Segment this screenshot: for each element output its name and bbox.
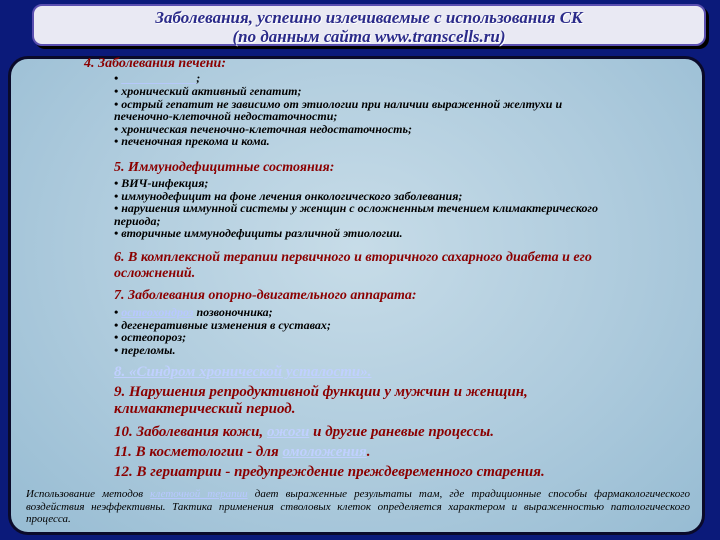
- section-7-heading: 7. Заболевания опорно-двигательного аппарата:: [114, 288, 417, 303]
- list-item: • хроническая печеночно-клеточная недостаточность;: [114, 121, 412, 136]
- section-5-heading: 5. Иммунодефицитные состояния:: [114, 160, 335, 175]
- list-item: • дегенеративные изменения в суставах;: [114, 317, 331, 332]
- list-item: • нарушения иммунной системы у женщин с осложненным течением климактерического периода;: [114, 201, 598, 228]
- list-item: • ВИЧ-инфекция;: [114, 176, 209, 190]
- section-8-heading[interactable]: 8. «Синдром хронической усталости».: [114, 364, 372, 380]
- list-item: • вторичные иммунодефициты различной этиологии.: [114, 226, 403, 240]
- section-4-heading: 4. Заболевания печени:: [84, 56, 227, 71]
- osteochondrosis-link[interactable]: остеохондроз: [121, 305, 194, 319]
- section-12-heading: 12. В гериатрии - предупреждение преждевременного старения.: [114, 464, 545, 480]
- section-5-list: [114, 177, 619, 240]
- list-item: • хронический активный гепатит;: [114, 84, 302, 98]
- footer-note: Использование методов клеточной терапии дает выраженные результаты там, где традиционные способы фармакологического воздействия неэффективны. Тактика применения стволовых клеток определяется характером и выраженностью патологического процесса.: [26, 488, 691, 525]
- section-4-item-hidden: • ;: [114, 71, 201, 85]
- list-item: • остеопороз;: [114, 330, 187, 344]
- list-item: • острый гепатит не зависимо от этиологии при наличии выраженной желтухи и печеночно-клеточной недостаточности;: [114, 96, 563, 123]
- list-item: • печеночная прекома и кома.: [114, 134, 270, 148]
- list-item: • переломы.: [114, 342, 176, 357]
- cell-therapy-link[interactable]: клеточной терапии: [150, 488, 248, 500]
- rejuvenation-link[interactable]: омоложения: [282, 444, 367, 460]
- burns-link[interactable]: ожоги: [266, 424, 310, 440]
- list-item: • иммунодефицит на фоне лечения онкологического заболевания;: [114, 188, 463, 203]
- section-7-list: [114, 306, 619, 356]
- title-line-1: Заболевания, успешно излечиваемые с использования СК: [155, 8, 583, 27]
- section-11-heading: 11. В косметологии - для омоложения.: [114, 444, 371, 460]
- section-10-heading: 10. Заболевания кожи, ожоги и другие раневые процессы.: [114, 424, 495, 440]
- list-item: • остеохондроз позвоночника;: [114, 305, 273, 319]
- section-4-list: [114, 85, 619, 148]
- section-6-heading: 6. В комплексной терапии первичного и вторичного сахарного диабета и его осложнений.: [114, 250, 592, 281]
- title-line-2: (по данным сайта www.transcells.ru): [232, 27, 506, 46]
- section-9-heading: 9. Нарушения репродуктивной функции у мужчин и женщин, климактерический период.: [114, 384, 528, 417]
